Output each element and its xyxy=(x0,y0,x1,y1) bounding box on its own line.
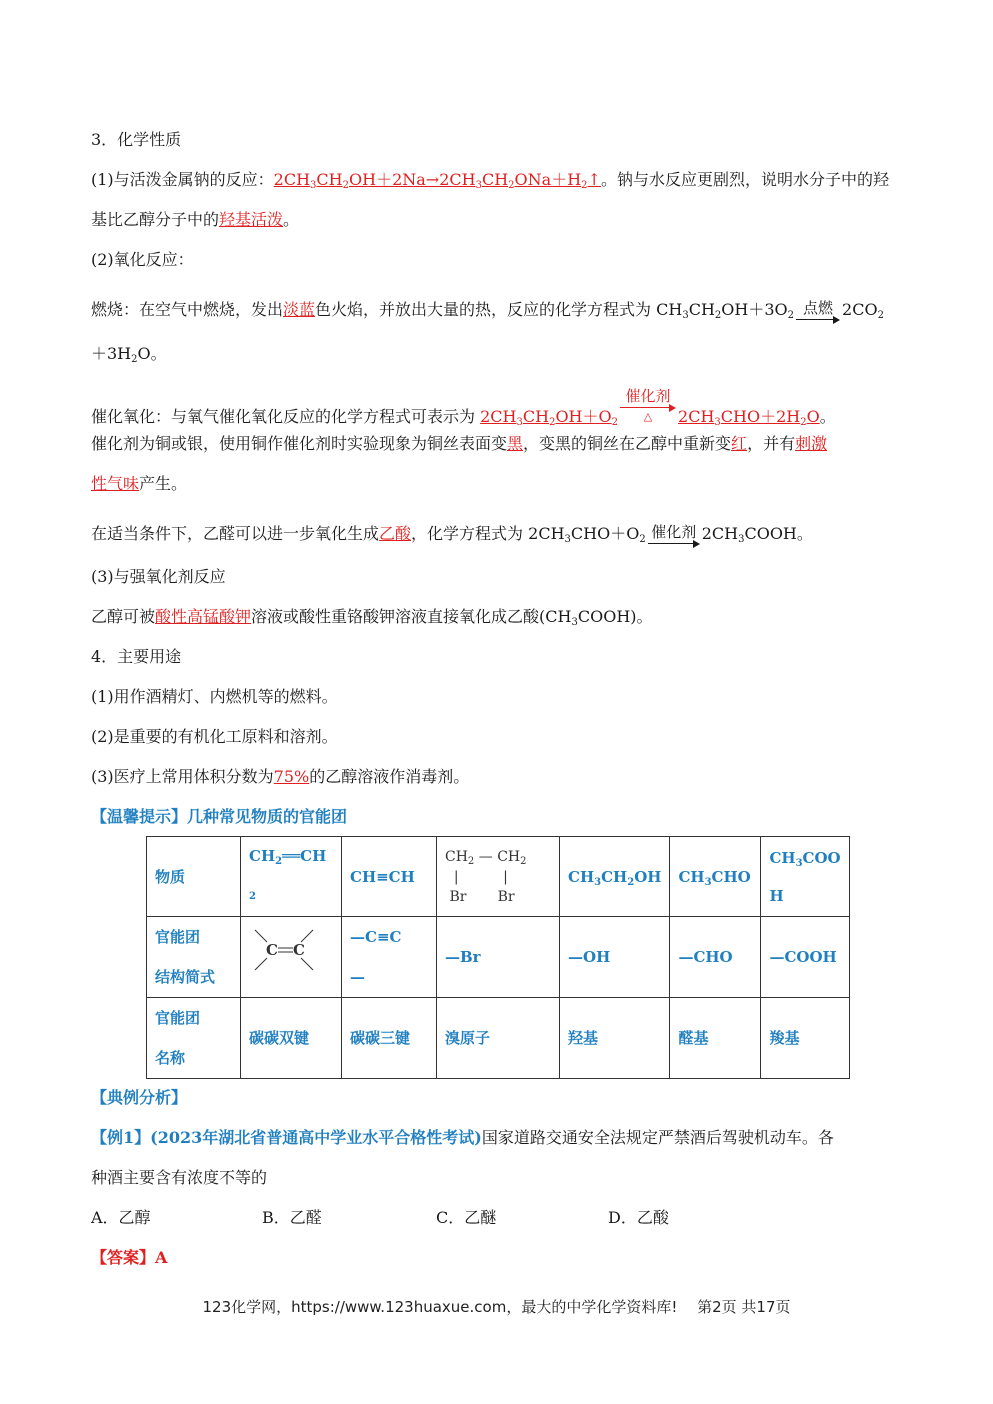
svg-text:C: C xyxy=(293,940,305,959)
name-cell: 碳碳双键 xyxy=(241,998,342,1079)
sodium-reaction-line-2 xyxy=(91,208,299,232)
answer-line xyxy=(91,1246,167,1270)
text: 乙醇可被 xyxy=(91,607,156,626)
text: 。 xyxy=(819,407,836,426)
condition-heat: △ xyxy=(643,410,653,423)
sodium-equation: $2CH_3CH_2OH+2Na\to 2CH_3CH_2ONa+H_2↑$ xyxy=(273,170,601,191)
catalytic-equation: $2CH_3CH_2OH+O_2$ 催化剂 △ $2CH_3CHO+2H_2O$ xyxy=(480,387,820,428)
text: 溶液或酸性重铬酸钾溶液直接氧化成乙酸$(CH_3COOH)$。 xyxy=(251,607,653,628)
option-c[interactable]: C．乙醚 xyxy=(436,1208,497,1227)
text: 。钠与水反应更剧烈，说明水分子中的羟 xyxy=(600,170,889,189)
tip-heading xyxy=(91,805,347,829)
text: 在适当条件下，乙醛可以进一步氧化生成 xyxy=(91,524,380,543)
text: 。 xyxy=(796,524,813,543)
row-header: 官能团 结构简式 xyxy=(147,917,241,998)
text: 的乙醇溶液作消毒剂。 xyxy=(309,767,470,786)
tip-title: 几种常见物质的官能团 xyxy=(187,807,348,826)
group-cell xyxy=(241,917,342,998)
text: ，并有 xyxy=(747,434,796,453)
strong-oxidizer-heading: (3)与强氧化剂反应 xyxy=(91,567,226,586)
text: 色火焰，并放出大量的热，反应的化学方程式为 xyxy=(315,300,652,319)
name-cell: 羟基 xyxy=(560,998,670,1079)
question-text: 国家道路交通安全法规定严禁酒后驾驶机动车。各 xyxy=(481,1128,834,1147)
acid-equation: $2CH_3CHO+O_2$ 催化剂 $2CH_3COOH$ xyxy=(528,524,797,543)
answer-blank: 黑 xyxy=(507,434,524,453)
sodium-reaction-line xyxy=(91,168,889,192)
acetic-acid-line xyxy=(91,522,813,548)
functional-group-table xyxy=(146,836,850,1079)
answer-blank: 红 xyxy=(731,434,748,453)
name-cell: 碳碳三键 xyxy=(342,998,437,1079)
option-b[interactable]: B．乙醛 xyxy=(262,1208,322,1227)
name-cell: 溴原子 xyxy=(437,998,560,1079)
group-cell: —OH xyxy=(560,917,670,998)
text: (3)医疗上常用体积分数为 xyxy=(91,767,274,786)
answer-blank: 75% xyxy=(273,767,310,786)
double-bond-structure xyxy=(249,920,319,980)
substance-cell: $CH_3COO$ H xyxy=(761,837,850,917)
option-d[interactable]: D．乙酸 xyxy=(608,1208,669,1227)
condition-label: 催化剂 xyxy=(651,523,697,541)
text: 催化氧化：与氧气催化氧化反应的化学方程式可表示为 xyxy=(91,407,476,426)
substance-cell: $CH_3CHO$ xyxy=(670,837,761,917)
reaction-arrow xyxy=(796,300,840,324)
example-section-title: 【典例分析】 xyxy=(91,1088,188,1107)
answer-blank: 刺激 xyxy=(795,434,828,453)
combustion-line xyxy=(91,298,884,324)
catalyst-line-2 xyxy=(91,472,187,496)
substance-cell: CH≡CH xyxy=(342,837,437,917)
answer-blank: 羟基活泼 xyxy=(219,210,284,229)
row-header: 官能团 名称 xyxy=(147,998,241,1079)
answer-label: 【答案】 xyxy=(91,1248,156,1267)
text: 燃烧：在空气中燃烧，发出 xyxy=(91,300,284,319)
table-row xyxy=(147,998,850,1079)
page-footer: 123化学网，https://www.123huaxue.com，最大的中学化学资料库! 第2页 共17页 xyxy=(202,1298,791,1316)
combustion-line-2: $+3H_2O$。 xyxy=(91,344,167,365)
substance-cell: $CH_2══CH$ 2 xyxy=(241,837,342,917)
catalytic-oxidation-line xyxy=(91,388,836,429)
name-cell: 羧基 xyxy=(761,998,850,1079)
answer-blank: 性气味 xyxy=(91,474,140,493)
substance-cell: $CH_2$ — $CH_2$ | | Br Br xyxy=(437,837,560,917)
text: 催化剂为铜或银，使用铜作催化剂时实验现象为铜丝表面变 xyxy=(91,434,508,453)
group-cell: —COOH xyxy=(761,917,850,998)
combustion-equation: $CH_3CH_2OH+3O_2$ 点燃 $2CO_2$ xyxy=(656,300,884,319)
use-2: (2)是重要的有机化工原料和溶剂。 xyxy=(91,727,338,746)
example-question-line xyxy=(91,1126,834,1150)
name-cell: 醛基 xyxy=(670,998,761,1079)
example-source: (2023年湖北省普通高中学业水平合格性考试) xyxy=(150,1128,482,1147)
row-header: 物质 xyxy=(147,837,241,917)
catalyst-line xyxy=(91,432,827,456)
svg-text:C: C xyxy=(266,940,278,959)
text: 产生。 xyxy=(139,474,188,493)
group-cell: —CHO xyxy=(670,917,761,998)
reaction-arrow xyxy=(620,388,676,422)
group-cell: —Br xyxy=(437,917,560,998)
strong-oxidizer-line xyxy=(91,605,653,629)
condition-label: 催化剂 xyxy=(625,387,671,405)
use-1: (1)用作酒精灯、内燃机等的燃料。 xyxy=(91,687,338,706)
oxidation-heading: (2)氧化反应： xyxy=(91,250,194,269)
answer-blank: 乙酸 xyxy=(379,524,412,543)
answer-blank: 淡蓝 xyxy=(283,300,316,319)
table-row xyxy=(147,917,850,998)
text: ，变黑的铜丝在乙醇中重新变 xyxy=(523,434,732,453)
text: ，化学方程式为 xyxy=(411,524,524,543)
answer-value: A xyxy=(155,1248,168,1267)
text: 基比乙醇分子中的 xyxy=(91,210,220,229)
section3-heading: 3．化学性质 xyxy=(91,130,182,149)
reaction-arrow xyxy=(648,524,700,548)
use-3 xyxy=(91,765,469,789)
section4-heading: 4．主要用途 xyxy=(91,647,182,666)
answer-blank: 酸性高锰酸钾 xyxy=(155,607,252,626)
substance-cell: $CH_3CH_2OH$ xyxy=(560,837,670,917)
condition-label: 点燃 xyxy=(803,299,834,317)
text: 。 xyxy=(283,210,300,229)
text: (1)与活泼金属钠的反应： xyxy=(91,170,274,189)
option-a[interactable]: A．乙醇 xyxy=(91,1208,151,1227)
example-question-line-2: 种酒主要含有浓度不等的 xyxy=(91,1168,268,1187)
group-cell: —C≡C — xyxy=(342,917,437,998)
example-label: 【例1】 xyxy=(91,1128,151,1147)
table-row xyxy=(147,837,850,917)
tip-bracket: 【温馨提示】 xyxy=(91,807,188,826)
